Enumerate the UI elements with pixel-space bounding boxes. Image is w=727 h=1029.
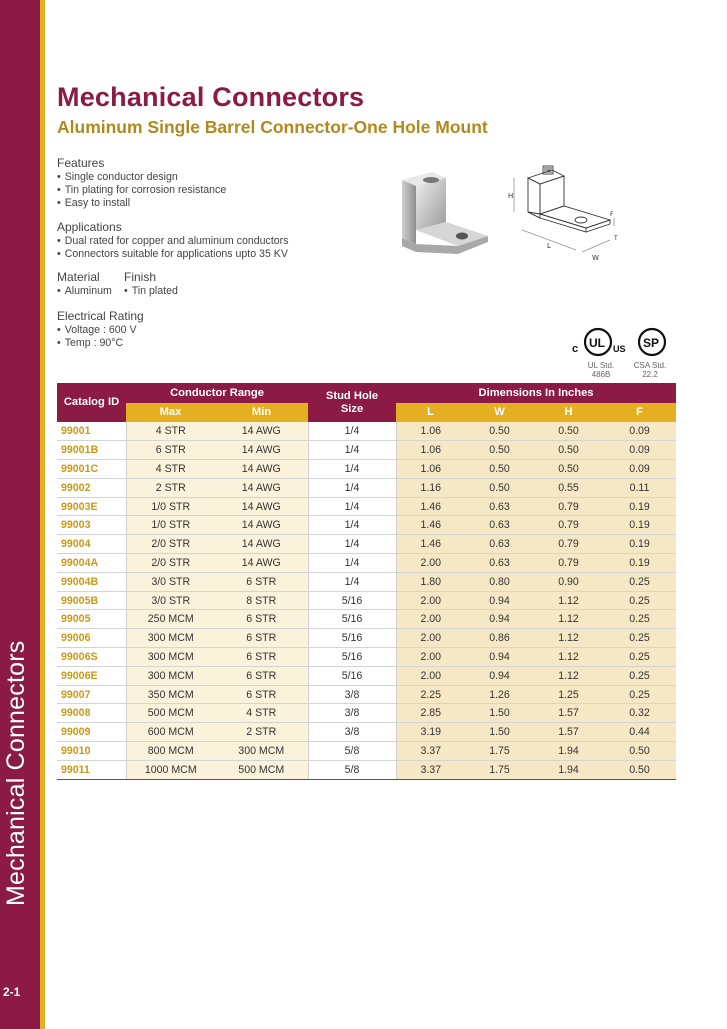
header-h: H [534, 403, 603, 422]
f-cell: 0.32 [603, 704, 676, 723]
feature-item: • Easy to install [57, 197, 226, 210]
table-row [57, 572, 676, 591]
min-cell: 14 AWG [215, 478, 308, 497]
f-cell: 0.19 [603, 497, 676, 516]
max-cell: 2 STR [126, 478, 215, 497]
max-cell: 300 MCM [126, 666, 215, 685]
table-row [57, 685, 676, 704]
f-cell: 0.25 [603, 666, 676, 685]
w-cell: 1.50 [465, 723, 534, 742]
l-cell: 3.37 [396, 760, 465, 779]
w-cell: 0.63 [465, 535, 534, 554]
max-cell: 2/0 STR [126, 554, 215, 573]
f-cell: 0.09 [603, 460, 676, 479]
table-row [57, 535, 676, 554]
l-cell: 2.00 [396, 591, 465, 610]
min-cell: 14 AWG [215, 497, 308, 516]
f-cell: 0.19 [603, 516, 676, 535]
max-cell: 3/0 STR [126, 591, 215, 610]
f-cell: 0.11 [603, 478, 676, 497]
f-cell: 0.09 [603, 422, 676, 441]
w-cell: 1.26 [465, 685, 534, 704]
h-cell: 0.50 [534, 441, 603, 460]
w-cell: 0.50 [465, 478, 534, 497]
max-cell: 250 MCM [126, 610, 215, 629]
ul-mark: UL [589, 336, 605, 350]
max-cell: 3/0 STR [126, 572, 215, 591]
catalog-id-cell: 99004A [57, 554, 126, 573]
l-cell: 1.46 [396, 535, 465, 554]
stud-cell: 5/16 [308, 666, 396, 685]
table-row [57, 629, 676, 648]
features-section [57, 156, 226, 211]
h-cell: 1.12 [534, 610, 603, 629]
table-row [57, 704, 676, 723]
h-cell: 0.79 [534, 535, 603, 554]
catalog-id-cell: 99003 [57, 516, 126, 535]
f-cell: 0.50 [603, 742, 676, 761]
h-cell: 0.79 [534, 554, 603, 573]
min-cell: 14 AWG [215, 554, 308, 573]
drawing-label-f: F [610, 211, 614, 218]
ul-std-label: UL Std. 486B [587, 361, 615, 379]
w-cell: 0.63 [465, 516, 534, 535]
min-cell: 500 MCM [215, 760, 308, 779]
h-cell: 1.57 [534, 723, 603, 742]
f-cell: 0.19 [603, 554, 676, 573]
header-catalog-id: Catalog ID [57, 383, 126, 422]
finish-heading: Finish [124, 270, 157, 284]
finish-value: • Tin plated [124, 285, 178, 298]
l-cell: 1.06 [396, 460, 465, 479]
h-cell: 1.12 [534, 666, 603, 685]
stud-cell: 3/8 [308, 685, 396, 704]
min-cell: 4 STR [215, 704, 308, 723]
l-cell: 2.85 [396, 704, 465, 723]
table-row [57, 422, 676, 441]
header-w: W [465, 403, 534, 422]
ul-c-mark: c [572, 343, 579, 355]
l-cell: 2.25 [396, 685, 465, 704]
l-cell: 2.00 [396, 648, 465, 667]
h-cell: 0.90 [534, 572, 603, 591]
stud-cell: 1/4 [308, 572, 396, 591]
w-cell: 1.50 [465, 704, 534, 723]
drawing-label-t: T [614, 235, 618, 242]
h-cell: 1.25 [534, 685, 603, 704]
table-row [57, 760, 676, 779]
table-row [57, 723, 676, 742]
h-cell: 0.55 [534, 478, 603, 497]
table-row [57, 441, 676, 460]
stud-cell: 1/4 [308, 535, 396, 554]
w-cell: 0.94 [465, 591, 534, 610]
l-cell: 1.80 [396, 572, 465, 591]
stud-cell: 1/4 [308, 554, 396, 573]
l-cell: 2.00 [396, 610, 465, 629]
min-cell: 6 STR [215, 629, 308, 648]
f-cell: 0.25 [603, 629, 676, 648]
side-section-label: Mechanical Connectors [2, 640, 30, 906]
f-cell: 0.25 [603, 610, 676, 629]
material-heading: Material [57, 270, 100, 284]
h-cell: 0.79 [534, 516, 603, 535]
header-stud-hole-size: Stud Hole Size [308, 383, 396, 422]
stud-cell: 1/4 [308, 422, 396, 441]
csa-std-label: CSA Std. 22.2 [633, 361, 667, 379]
drawing-label-w: W [592, 254, 599, 262]
stud-cell: 5/8 [308, 742, 396, 761]
f-cell: 0.25 [603, 572, 676, 591]
table-row [57, 497, 676, 516]
stud-cell: 5/16 [308, 610, 396, 629]
electrical-item: • Temp : 90°C [57, 337, 144, 350]
max-cell: 300 MCM [126, 629, 215, 648]
w-cell: 0.86 [465, 629, 534, 648]
application-item: • Connectors suitable for applications upto 35 KV [57, 248, 289, 261]
material-section [57, 270, 112, 298]
max-cell: 4 STR [126, 460, 215, 479]
stud-cell: 3/8 [308, 704, 396, 723]
w-cell: 1.75 [465, 760, 534, 779]
stud-cell: 5/8 [308, 760, 396, 779]
catalog-id-cell: 99005 [57, 610, 126, 629]
catalog-id-cell: 99011 [57, 760, 126, 779]
max-cell: 300 MCM [126, 648, 215, 667]
material-value: • Aluminum [57, 285, 112, 298]
header-l: L [396, 403, 465, 422]
max-cell: 4 STR [126, 422, 215, 441]
catalog-id-cell: 99001B [57, 441, 126, 460]
min-cell: 14 AWG [215, 422, 308, 441]
page-number: 2-1 [3, 985, 21, 999]
catalog-id-cell: 99009 [57, 723, 126, 742]
stud-cell: 1/4 [308, 497, 396, 516]
catalog-id-cell: 99006 [57, 629, 126, 648]
h-cell: 1.94 [534, 760, 603, 779]
h-cell: 1.94 [534, 742, 603, 761]
h-cell: 1.57 [534, 704, 603, 723]
feature-item: • Tin plating for corrosion resistance [57, 184, 226, 197]
min-cell: 300 MCM [215, 742, 308, 761]
catalog-id-cell: 99004B [57, 572, 126, 591]
catalog-id-cell: 99005B [57, 591, 126, 610]
stud-cell: 1/4 [308, 460, 396, 479]
w-cell: 0.50 [465, 422, 534, 441]
features-heading: Features [57, 156, 105, 170]
h-cell: 0.50 [534, 422, 603, 441]
applications-heading: Applications [57, 220, 122, 234]
table-row [57, 591, 676, 610]
min-cell: 6 STR [215, 666, 308, 685]
l-cell: 2.00 [396, 554, 465, 573]
min-cell: 14 AWG [215, 516, 308, 535]
catalog-id-cell: 99007 [57, 685, 126, 704]
header-conductor-range: Conductor Range [126, 383, 308, 403]
header-min: Min [215, 403, 308, 422]
feature-item: • Single conductor design [57, 171, 226, 184]
connector-photo [384, 166, 494, 276]
table-row [57, 666, 676, 685]
certification-logos [568, 320, 678, 362]
w-cell: 0.80 [465, 572, 534, 591]
min-cell: 14 AWG [215, 460, 308, 479]
table-row [57, 516, 676, 535]
application-item: • Dual rated for copper and aluminum conductors [57, 235, 289, 248]
max-cell: 1/0 STR [126, 516, 215, 535]
f-cell: 0.50 [603, 760, 676, 779]
table-row [57, 554, 676, 573]
stud-cell: 1/4 [308, 478, 396, 497]
max-cell: 600 MCM [126, 723, 215, 742]
catalog-id-cell: 99001 [57, 422, 126, 441]
l-cell: 2.00 [396, 629, 465, 648]
l-cell: 1.06 [396, 422, 465, 441]
l-cell: 2.00 [396, 666, 465, 685]
w-cell: 0.50 [465, 441, 534, 460]
specification-table [57, 383, 676, 780]
electrical-heading: Electrical Rating [57, 309, 144, 323]
catalog-id-cell: 99001C [57, 460, 126, 479]
h-cell: 1.12 [534, 648, 603, 667]
finish-section [124, 270, 178, 298]
f-cell: 0.44 [603, 723, 676, 742]
stud-cell: 5/16 [308, 629, 396, 648]
l-cell: 1.46 [396, 516, 465, 535]
electrical-rating-section [57, 309, 144, 350]
h-cell: 1.12 [534, 591, 603, 610]
table-row [57, 610, 676, 629]
ul-us-mark: US [613, 344, 626, 354]
min-cell: 6 STR [215, 572, 308, 591]
f-cell: 0.25 [603, 685, 676, 704]
w-cell: 1.75 [465, 742, 534, 761]
table-row [57, 648, 676, 667]
stud-cell: 3/8 [308, 723, 396, 742]
l-cell: 1.16 [396, 478, 465, 497]
h-cell: 1.12 [534, 629, 603, 648]
header-max: Max [126, 403, 215, 422]
l-cell: 1.46 [396, 497, 465, 516]
w-cell: 0.94 [465, 610, 534, 629]
max-cell: 6 STR [126, 441, 215, 460]
table-row [57, 742, 676, 761]
stud-cell: 5/16 [308, 591, 396, 610]
w-cell: 0.94 [465, 648, 534, 667]
table-row [57, 460, 676, 479]
min-cell: 2 STR [215, 723, 308, 742]
f-cell: 0.19 [603, 535, 676, 554]
drawing-label-h: H [508, 192, 514, 200]
min-cell: 14 AWG [215, 535, 308, 554]
max-cell: 350 MCM [126, 685, 215, 704]
l-cell: 1.06 [396, 441, 465, 460]
w-cell: 0.63 [465, 554, 534, 573]
page-subtitle: Aluminum Single Barrel Connector-One Hole Mount [57, 117, 488, 137]
w-cell: 0.50 [465, 460, 534, 479]
max-cell: 2/0 STR [126, 535, 215, 554]
w-cell: 0.63 [465, 497, 534, 516]
h-cell: 0.79 [534, 497, 603, 516]
header-f: F [603, 403, 676, 422]
side-accent-stripe [40, 0, 45, 1029]
stud-cell: 1/4 [308, 516, 396, 535]
catalog-id-cell: 99010 [57, 742, 126, 761]
catalog-id-cell: 99008 [57, 704, 126, 723]
min-cell: 6 STR [215, 648, 308, 667]
table-row [57, 478, 676, 497]
catalog-id-cell: 99003E [57, 497, 126, 516]
stud-cell: 1/4 [308, 441, 396, 460]
w-cell: 0.94 [465, 666, 534, 685]
header-dimensions: Dimensions In Inches [396, 383, 676, 403]
stud-cell: 5/16 [308, 648, 396, 667]
electrical-item: • Voltage : 600 V [57, 324, 144, 337]
dimension-drawing [502, 158, 627, 273]
max-cell: 1000 MCM [126, 760, 215, 779]
csa-mark: SP [643, 336, 660, 350]
h-cell: 0.50 [534, 460, 603, 479]
l-cell: 3.19 [396, 723, 465, 742]
min-cell: 6 STR [215, 685, 308, 704]
f-cell: 0.25 [603, 591, 676, 610]
max-cell: 800 MCM [126, 742, 215, 761]
applications-section [57, 220, 289, 261]
max-cell: 500 MCM [126, 704, 215, 723]
min-cell: 14 AWG [215, 441, 308, 460]
catalog-id-cell: 99004 [57, 535, 126, 554]
min-cell: 6 STR [215, 610, 308, 629]
f-cell: 0.25 [603, 648, 676, 667]
l-cell: 3.37 [396, 742, 465, 761]
catalog-id-cell: 99002 [57, 478, 126, 497]
page-title: Mechanical Connectors [57, 82, 365, 112]
f-cell: 0.09 [603, 441, 676, 460]
min-cell: 8 STR [215, 591, 308, 610]
catalog-id-cell: 99006S [57, 648, 126, 667]
catalog-id-cell: 99006E [57, 666, 126, 685]
max-cell: 1/0 STR [126, 497, 215, 516]
drawing-label-l: L [547, 242, 551, 250]
